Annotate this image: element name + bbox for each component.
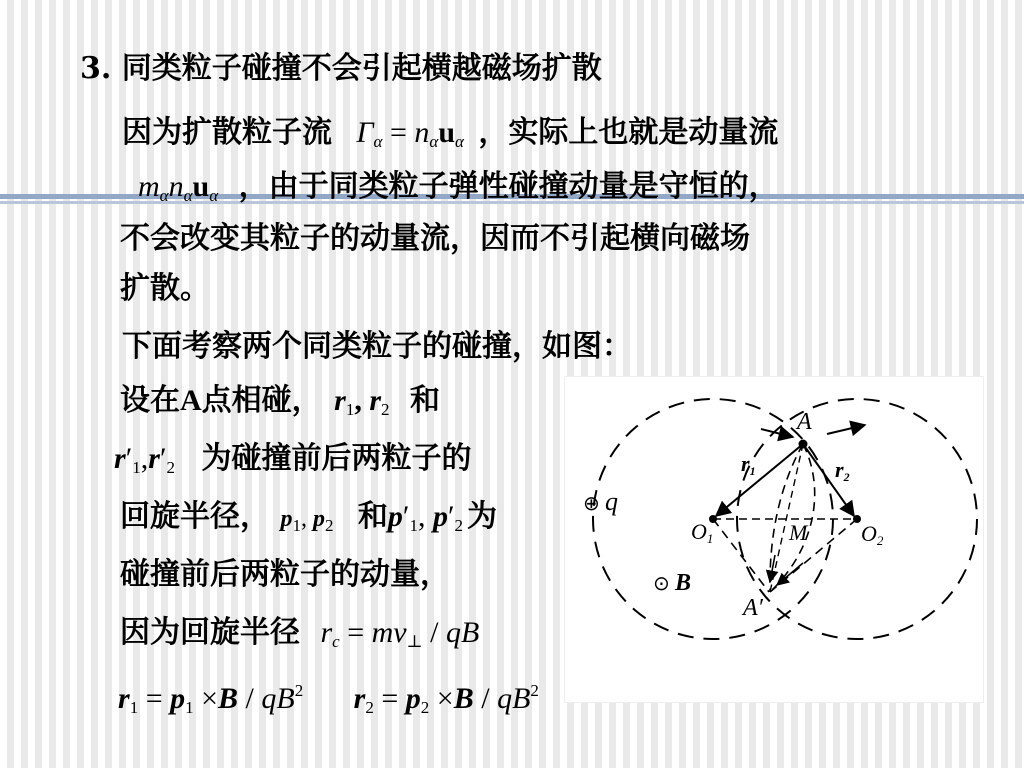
section-heading — [80, 50, 602, 88]
point-O1 — [709, 515, 717, 523]
label-A-prime: A′ — [743, 595, 763, 621]
point-A — [799, 440, 808, 449]
orbit-arrow-right — [827, 425, 865, 434]
para1-text-c: ，由于同类粒子弹性碰撞动量是守恒的， — [238, 169, 779, 204]
label-O1: O1 — [691, 519, 714, 546]
text-weipengzhuang: 为碰撞前后两粒子的 — [201, 441, 472, 476]
para1-line3: 不会改变其粒子的动量流，因而不引起横向磁场 — [120, 221, 750, 256]
dot-circle-symbol: ⊙ — [653, 571, 670, 595]
label-B: B — [675, 570, 692, 596]
para1-line1 — [122, 114, 778, 152]
label-r1: r1 — [741, 451, 756, 478]
label-M: M — [789, 520, 808, 545]
heading-title: 同类粒子碰撞不会引起横越磁场扩散 — [121, 51, 602, 86]
text-shezai: 设在 — [120, 383, 180, 418]
text-he: 和 — [409, 383, 440, 418]
para1-text-b: ，实际上也就是动量流 — [478, 115, 779, 150]
label-A: A — [797, 409, 812, 435]
label-r2: r2 — [835, 457, 850, 484]
momentum-flux-formula: $m_\alpha n_\alpha u_\alpha$ — [138, 170, 219, 205]
radii-r1p-r2p: $r'_1,r'_2$ — [114, 442, 175, 477]
para1-line2 — [138, 168, 779, 206]
label-q: q — [605, 487, 618, 516]
point-A-label: A — [180, 384, 202, 417]
para2-line6 — [120, 614, 479, 652]
para2-line4 — [120, 498, 497, 538]
text-he-2: 和 — [357, 499, 388, 534]
text-yinweihuixuan: 因为回旋半径 — [120, 615, 300, 650]
text-huixuanbanjing: 回旋半径， — [120, 499, 270, 534]
text-dianxiangpeng: 点相碰， — [201, 383, 322, 418]
para1-line4: 扩散。 — [120, 271, 210, 306]
para1-text-a: 因为扩散粒子流 — [122, 115, 332, 150]
para2-line2 — [120, 382, 440, 420]
flux-formula: $\Gamma_\alpha = n_\alpha u_\alpha$ — [356, 116, 464, 151]
para2-line1: 下面考察两个同类粒子的碰撞，如图： — [122, 329, 632, 364]
heading-number: 3. — [80, 51, 112, 86]
collision-diagram — [565, 377, 983, 702]
momenta-p1-p2: $p_1$, $p_2$ — [280, 506, 334, 535]
text-wei: 为 — [467, 499, 498, 534]
r2-formula: $r_2 = p_2 \times B / qB^2$ — [353, 681, 539, 717]
collision-diagram-svg — [565, 377, 983, 702]
line-o2-aprime — [770, 519, 857, 592]
formula-line — [118, 680, 539, 718]
momenta-p1p-p2p: $p'_1$, $p'_2$ — [387, 500, 464, 535]
plus-circle-symbol: ⊕ — [583, 491, 600, 515]
line-o1-aprime — [713, 519, 769, 592]
radii-r1-r2: $r_1$, $r_2$ — [334, 384, 390, 419]
point-O2 — [853, 515, 861, 523]
r1-formula: $r_1 = p_1 \times B / qB^2$ — [118, 681, 304, 717]
arrow-near-aprime-2 — [777, 563, 803, 585]
para2-line5: 碰撞前后两粒子的动量， — [120, 557, 450, 592]
gyroradius-formula: $r_c = mv_\perp$ / qB — [320, 616, 480, 651]
label-O2: O2 — [861, 521, 884, 548]
para2-line3 — [114, 440, 471, 478]
